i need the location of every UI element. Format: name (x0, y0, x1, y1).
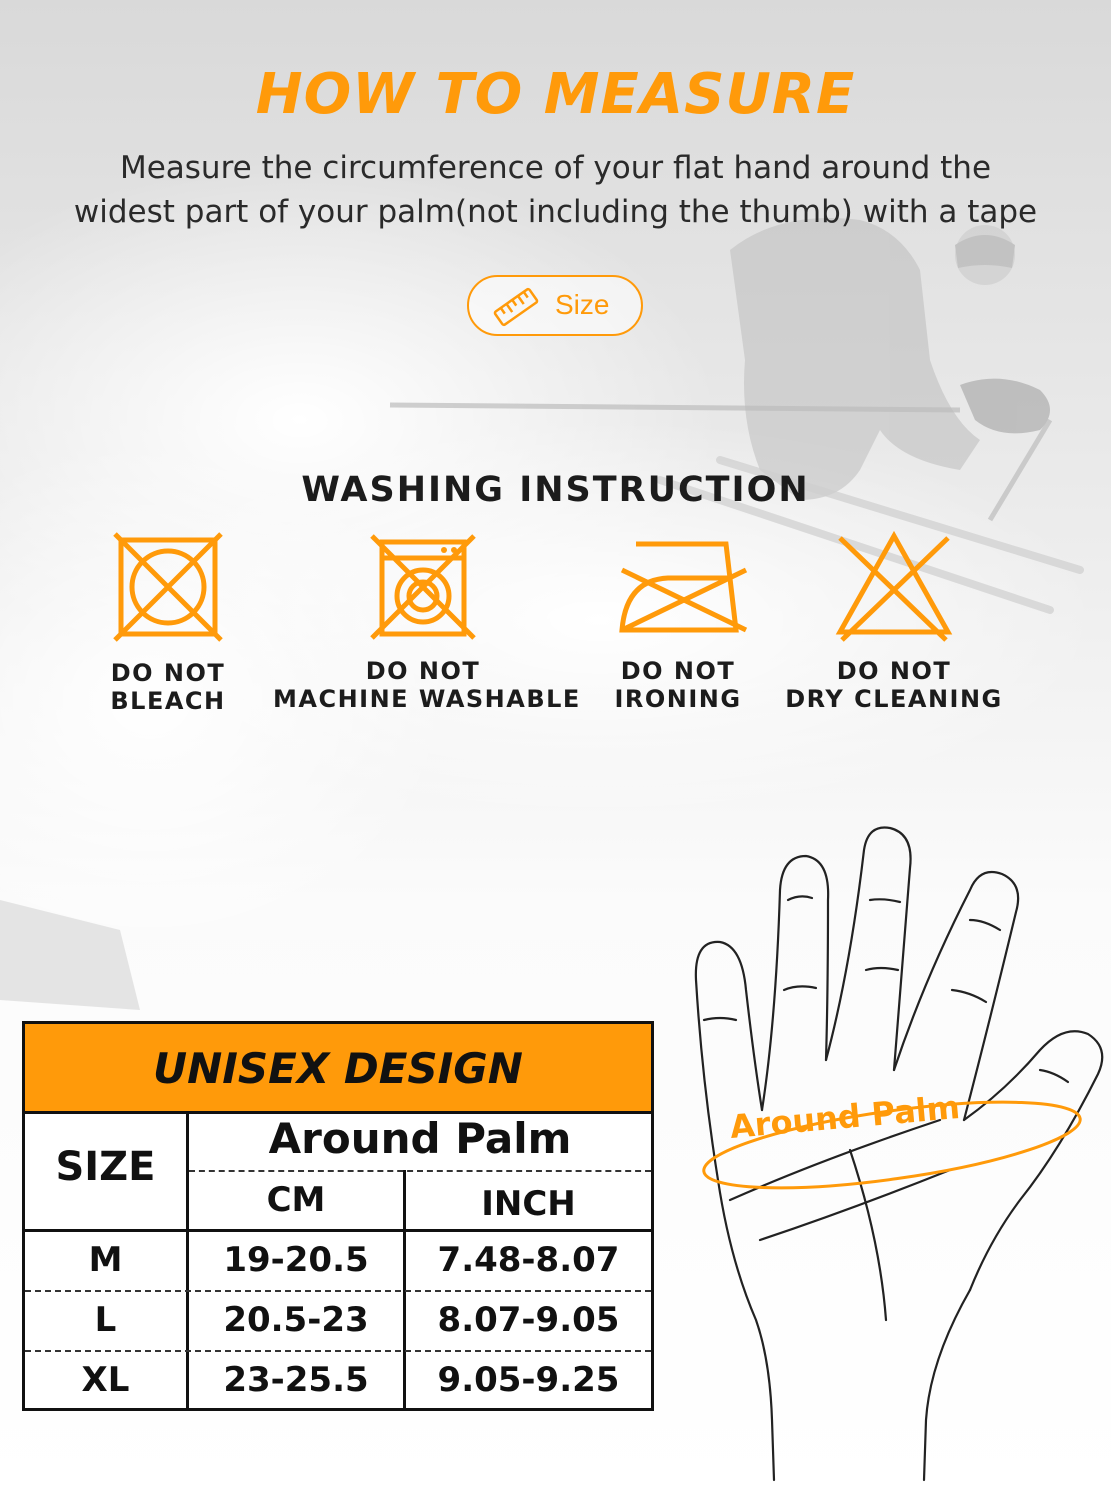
table-divider (25, 1229, 651, 1232)
wash-item-no-bleach (98, 530, 238, 715)
table-cell-size: L (94, 1300, 117, 1340)
size-button[interactable] (467, 275, 643, 336)
size-table (22, 1021, 654, 1411)
table-cell-size: M (88, 1240, 123, 1280)
around-palm-label: Around Palm (728, 1087, 962, 1146)
col-header-inch: INCH (481, 1184, 576, 1224)
page-title: HOW TO MEASURE (255, 62, 856, 127)
wash-caption-line: DO NOT (620, 657, 736, 685)
col-header-around-palm (189, 1114, 651, 1163)
wash-caption-line: DO NOT (836, 657, 952, 685)
table-cell-cm: 20.5-23 (223, 1300, 369, 1340)
description-line: widest part of your palm(not including the thumb) with a tape (73, 194, 1038, 230)
ruler-icon (493, 287, 539, 331)
size-button-label: Size (555, 289, 610, 320)
table-dashed-divider (189, 1170, 651, 1172)
washing-title: WASHING INSTRUCTION (301, 470, 810, 510)
measure-description (20, 146, 1091, 234)
table-cell-inch: 9.05-9.25 (437, 1360, 620, 1400)
col-header-size: SIZE (55, 1144, 156, 1190)
col-header-cm: CM (266, 1180, 326, 1220)
table-cell-size: XL (81, 1360, 130, 1400)
wash-item-no-machine-wash (273, 530, 581, 713)
no-machine-wash-icon (368, 530, 478, 645)
table-dashed-divider (25, 1290, 651, 1292)
no-iron-icon (608, 530, 748, 645)
wash-caption-line: IRONING (614, 685, 742, 713)
description-line: Measure the circumference of your flat hand around the (119, 150, 992, 186)
size-table-header (25, 1024, 651, 1114)
wash-caption-line: DRY CLEANING (785, 685, 1003, 713)
size-table-title: UNISEX DESIGN (153, 1044, 523, 1093)
no-bleach-icon (113, 530, 223, 645)
wash-caption-line: BLEACH (110, 687, 226, 715)
hand-outline-icon (680, 820, 1111, 1504)
col-header-around-palm-text: Around Palm (268, 1114, 572, 1163)
table-cell-inch: 8.07-9.05 (437, 1300, 620, 1340)
wash-caption-line: MACHINE WASHABLE (273, 685, 581, 713)
wash-caption-line: DO NOT (365, 657, 481, 685)
wash-caption-line: DO NOT (110, 659, 226, 687)
table-cell-cm: 19-20.5 (223, 1240, 369, 1280)
table-dashed-divider (25, 1350, 651, 1352)
table-cell-cm: 23-25.5 (223, 1360, 369, 1400)
table-cell-inch: 7.48-8.07 (437, 1240, 620, 1280)
wash-item-no-iron (598, 530, 758, 713)
no-dry-clean-icon (834, 530, 954, 645)
wash-item-no-dry-clean (784, 530, 1004, 713)
